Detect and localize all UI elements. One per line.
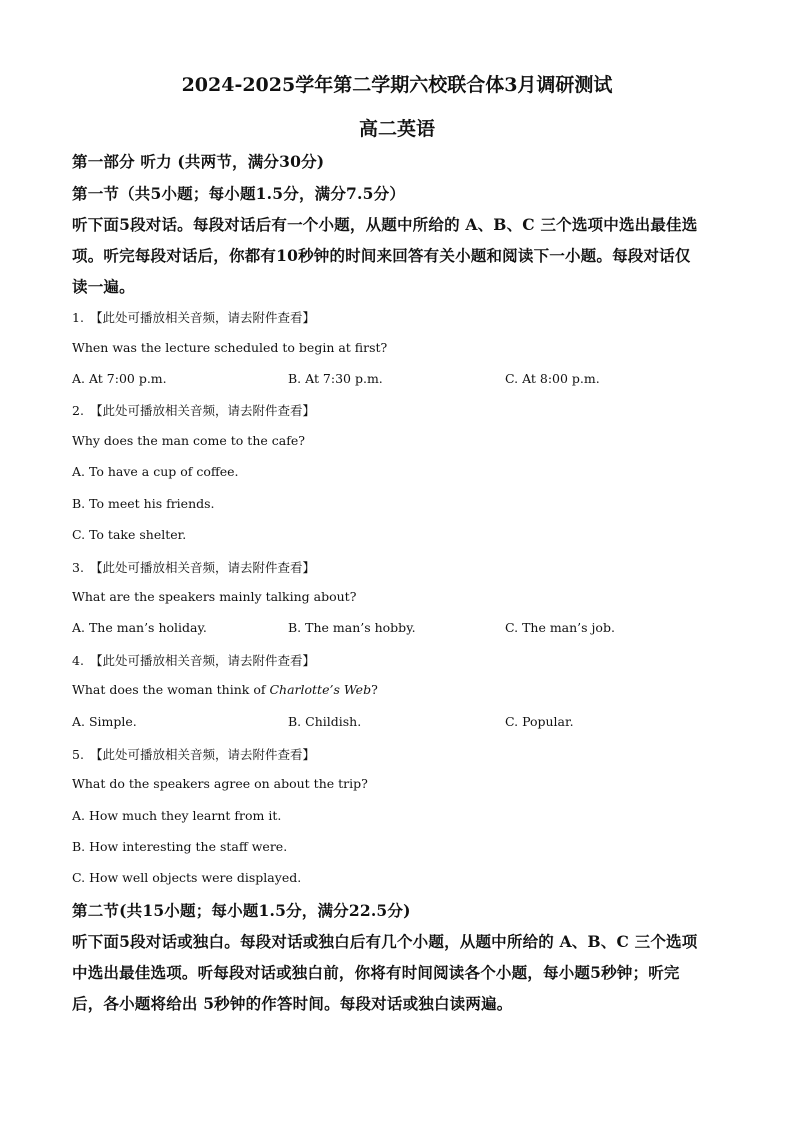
question-2-option-a: A. To have a cup of coffee. — [72, 464, 239, 479]
question-5-text: What do the speakers agree on about the trip? — [72, 776, 368, 791]
question-number: 2. — [72, 403, 84, 418]
question-4-option-b: B. Childish. — [288, 714, 362, 729]
audio-note: 【此处可播放相关音频，请去附件查看】 — [89, 747, 315, 762]
question-2-audio — [72, 401, 315, 419]
section1-heading: 第一节（共5小题；每小题1.5分，满分7.5分） — [72, 184, 406, 203]
section1-instruction-line: 读一遍。 — [72, 277, 135, 296]
question-5-option-a: A. How much they learnt from it. — [72, 808, 282, 823]
section2-instruction-line: 中选出最佳选项。听每段对话或独白前，你将有时间阅读各个小题，每小题5秒钟；听完 — [72, 963, 680, 982]
question-4-text — [72, 682, 378, 697]
question-2-text: Why does the man come to the cafe? — [72, 433, 305, 448]
question-3-text: What are the speakers mainly talking about? — [72, 589, 357, 604]
question-1-option-a: A. At 7:00 p.m. — [72, 371, 167, 386]
question-5-option-b: B. How interesting the staff were. — [72, 839, 288, 854]
section2-heading: 第二节(共15小题；每小题1.5分，满分22.5分) — [72, 901, 411, 920]
audio-note: 【此处可播放相关音频，请去附件查看】 — [89, 560, 315, 575]
book-title: Charlotte’s Web — [269, 682, 372, 697]
question-2-option-c: C. To take shelter. — [72, 527, 187, 542]
question-3-option-b: B. The man’s hobby. — [288, 620, 416, 635]
audio-note: 【此处可播放相关音频，请去附件查看】 — [89, 653, 315, 668]
section2-instruction-line: 后，各小题将给出 5秒钟的作答时间。每段对话或独白读两遍。 — [72, 994, 513, 1013]
audio-note: 【此处可播放相关音频，请去附件查看】 — [89, 403, 315, 418]
section1-instruction-line: 听下面5段对话。每段对话后有一个小题，从题中所给的 A、B、C 三个选项中选出最佳选 — [72, 215, 698, 234]
question-3-option-c: C. The man’s job. — [505, 620, 615, 635]
question-2-option-b: B. To meet his friends. — [72, 496, 215, 511]
question-1-option-c: C. At 8:00 p.m. — [505, 371, 600, 386]
question-number: 1. — [72, 310, 84, 325]
question-1-text: When was the lecture scheduled to begin at first? — [72, 340, 388, 355]
question-3-audio — [72, 558, 315, 576]
question-5-audio — [72, 745, 315, 763]
question-number: 5. — [72, 747, 84, 762]
question-text-end: ? — [371, 682, 378, 697]
question-4-option-a: A. Simple. — [72, 714, 137, 729]
exam-subtitle: 高二英语 — [358, 118, 435, 140]
exam-title: 2024-2025学年第二学期六校联合体3月调研测试 — [181, 74, 613, 96]
question-1-option-b: B. At 7:30 p.m. — [288, 371, 383, 386]
question-1-audio — [72, 308, 315, 326]
audio-note: 【此处可播放相关音频，请去附件查看】 — [89, 310, 315, 325]
part1-heading: 第一部分 听力 (共两节，满分30分) — [72, 152, 325, 171]
question-text-start: What does the woman think of — [72, 682, 270, 697]
section2-instruction-line: 听下面5段对话或独白。每段对话或独白后有几个小题，从题中所给的 A、B、C 三个选项 — [72, 932, 698, 951]
question-number: 3. — [72, 560, 84, 575]
question-3-option-a: A. The man’s holiday. — [72, 620, 207, 635]
question-number: 4. — [72, 653, 84, 668]
question-4-audio — [72, 651, 315, 669]
question-5-option-c: C. How well objects were displayed. — [72, 870, 302, 885]
section1-instruction-line: 项。听完每段对话后，你都有10秒钟的时间来回答有关小题和阅读下一小题。每段对话仅 — [72, 246, 691, 265]
question-4-option-c: C. Popular. — [505, 714, 574, 729]
